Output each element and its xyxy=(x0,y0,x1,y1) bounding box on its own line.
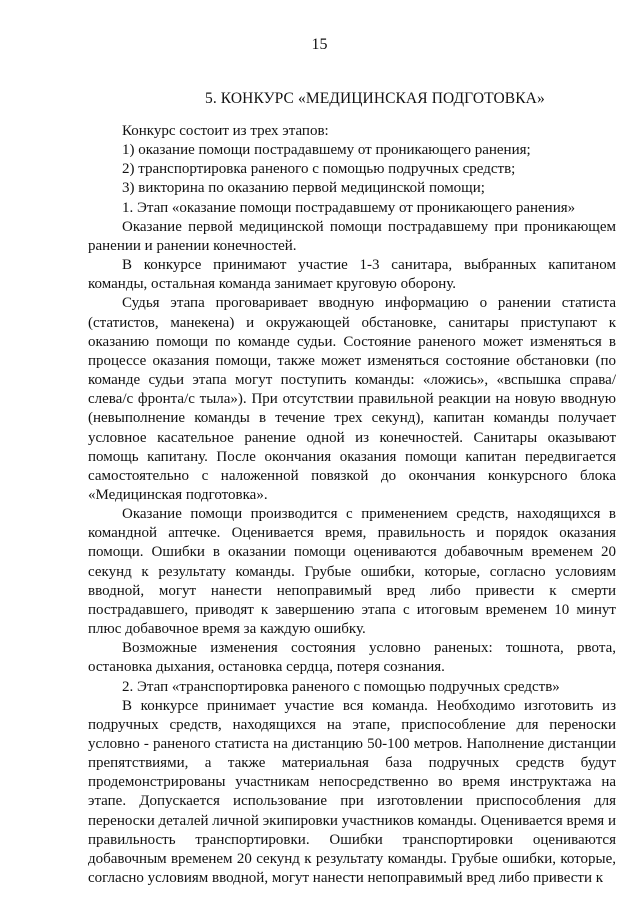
paragraph: В конкурсе принимают участие 1-3 санитара, выбранных капитаном команды, остальная команда занимает круговую оборону. xyxy=(88,257,616,293)
paragraph: Возможные изменения состояния условно раненых: тошнота, рвота, остановка дыхания, остановка сердца, потеря сознания. xyxy=(88,640,616,676)
paragraph: В конкурсе принимает участие вся команда. Необходимо изготовить из подручных средств, находящихся на этапе, приспособление для переноски условно - раненого статиста на дистанцию 50-100 метров. Наполнение дистанции препятствиями, а также материальная база подручных средств будут продемонстрированы участникам непосредственно во время инструктажа на этапе. Допускается использование при изготовлении приспособления для переноски деталей личной экипировки участников команды. Оценивается время и правильность транспортировки. Ошибки транспортировки оцениваются добавочным временем 20 секунд к результату команды. Грубые ошибки, которые, согласно условиям вводной, могут нанести непоправимый вред либо привести к xyxy=(88,697,616,887)
section-title: 5. КОНКУРС «МЕДИЦИНСКАЯ ПОДГОТОВКА» xyxy=(205,90,545,107)
list-item: 1) оказание помощи пострадавшему от проникающего ранения; xyxy=(122,142,531,159)
list-intro: Конкурс состоит из трех этапов: xyxy=(122,123,329,139)
stage-heading: 2. Этап «транспортировка раненого с помощью подручных средств» xyxy=(122,678,560,695)
document-body xyxy=(88,122,616,888)
paragraph: Оказание первой медицинской помощи пострадавшему при проникающем ранении и ранении конечностей. xyxy=(88,218,616,254)
list-item: 2) транспортировка раненого с помощью подручных средств; xyxy=(122,161,516,178)
paragraph: Оказание помощи производится с применением средств, находящихся в командной аптечке. Оценивается время, правильность и порядок оказания помощи. Ошибки в оказании помощи оцениваются добавочным временем 20 секунд к результату команды. Грубые ошибки, которые, согласно условиям вводной, могут нанести непоправимый вред либо привести к смерти пострадавшего, приводят к завершению этапа с итоговым временем 10 минут плюс добавочное время за каждую ошибку. xyxy=(88,506,616,638)
list-item: 3) викторина по оказанию первой медицинской помощи; xyxy=(122,180,485,197)
page-number: 15 xyxy=(311,36,328,53)
stage-heading: 1. Этап «оказание помощи пострадавшему от проникающего ранения» xyxy=(122,199,576,216)
paragraph: Судья этапа проговаривает вводную информацию о ранении статиста (статистов, манекена) и окружающей обстановке, санитары приступают к оказанию помощи по команде судьи. Состояние раненого может изменяться в процессе оказания помощи, также может изменяться состояние обстановки (по команде судьи этапа могут поступить команды: «ложись», «вспышка справа/слева/с фронта/с тыла»). При отсутствии правильной реакции на новую вводную (невыполнение команды в течение трех секунд), капитан команды получает условное касательное ранение одной из конечностей. Санитары оказывают помощь капитану. После окончания оказания помощи капитан передвигается самостоятельно с наложенной повязкой до окончания конкурсного блока «Медицинская подготовка». xyxy=(88,295,616,503)
